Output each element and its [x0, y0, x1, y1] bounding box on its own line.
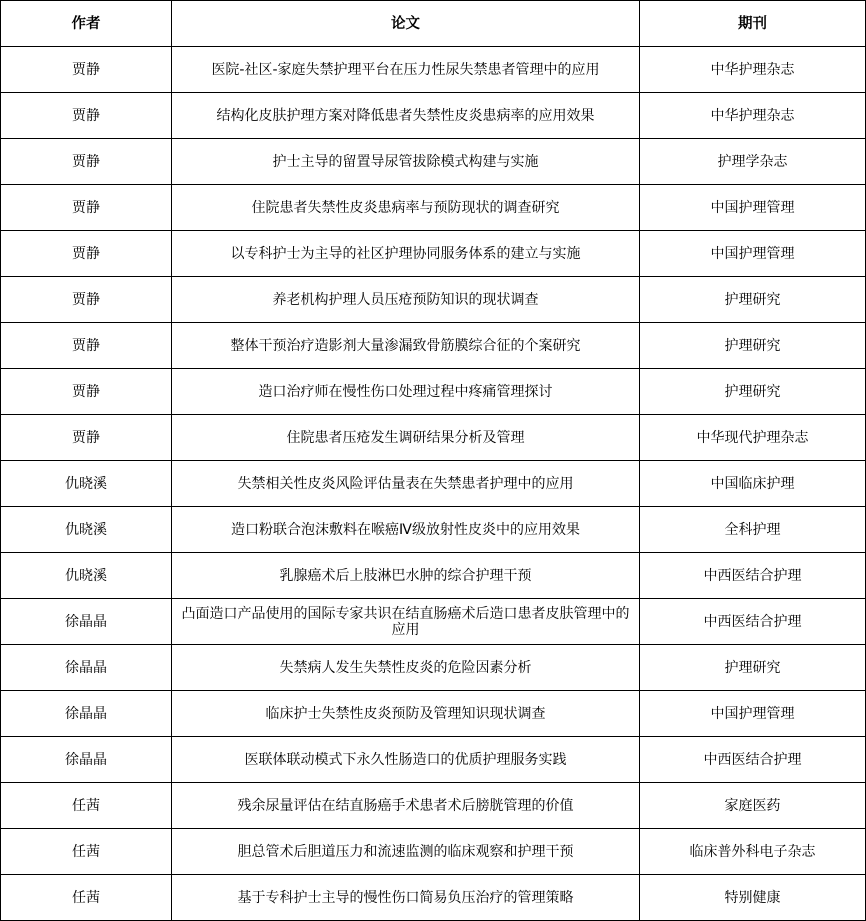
author-cell: 仇晓溪	[1, 461, 172, 507]
table-row	[1, 645, 866, 691]
author-cell: 贾静	[1, 415, 172, 461]
author-cell: 贾静	[1, 323, 172, 369]
table-row	[1, 783, 866, 829]
paper-title-cell: 凸面造口产品使用的国际专家共识在结直肠癌术后造口患者皮肤管理中的应用	[172, 599, 640, 645]
journal-cell: 中国护理管理	[640, 691, 866, 737]
paper-title-cell: 临床护士失禁性皮炎预防及管理知识现状调查	[172, 691, 640, 737]
author-cell: 贾静	[1, 277, 172, 323]
paper-title-cell: 医院-社区-家庭失禁护理平台在压力性尿失禁患者管理中的应用	[172, 47, 640, 93]
journal-cell: 护理研究	[640, 323, 866, 369]
paper-title-cell: 住院患者压疮发生调研结果分析及管理	[172, 415, 640, 461]
paper-title-cell: 失禁病人发生失禁性皮炎的危险因素分析	[172, 645, 640, 691]
journal-cell: 中国临床护理	[640, 461, 866, 507]
author-cell: 贾静	[1, 47, 172, 93]
journal-cell: 全科护理	[640, 507, 866, 553]
author-cell: 徐晶晶	[1, 645, 172, 691]
table-row	[1, 875, 866, 921]
journal-cell: 家庭医药	[640, 783, 866, 829]
journal-cell: 临床普外科电子杂志	[640, 829, 866, 875]
journal-cell: 护理研究	[640, 277, 866, 323]
author-cell: 任茜	[1, 783, 172, 829]
paper-title-cell: 残余尿量评估在结直肠癌手术患者术后膀胱管理的价值	[172, 783, 640, 829]
header-author: 作者	[1, 1, 172, 47]
paper-title-cell: 护士主导的留置导尿管拔除模式构建与实施	[172, 139, 640, 185]
author-cell: 贾静	[1, 369, 172, 415]
table-row	[1, 415, 866, 461]
paper-title-cell: 整体干预治疗造影剂大量渗漏致骨筋膜综合征的个案研究	[172, 323, 640, 369]
author-cell: 任茜	[1, 829, 172, 875]
author-cell: 仇晓溪	[1, 507, 172, 553]
author-cell: 仇晓溪	[1, 553, 172, 599]
table-body	[1, 47, 866, 921]
journal-cell: 中西医结合护理	[640, 553, 866, 599]
author-cell: 徐晶晶	[1, 691, 172, 737]
journal-cell: 中西医结合护理	[640, 737, 866, 783]
author-cell: 徐晶晶	[1, 737, 172, 783]
table-row	[1, 323, 866, 369]
paper-title-cell: 造口治疗师在慢性伤口处理过程中疼痛管理探讨	[172, 369, 640, 415]
journal-cell: 护理研究	[640, 645, 866, 691]
journal-cell: 中华现代护理杂志	[640, 415, 866, 461]
journal-cell: 中国护理管理	[640, 185, 866, 231]
author-cell: 贾静	[1, 185, 172, 231]
table-row	[1, 737, 866, 783]
journal-cell: 中国护理管理	[640, 231, 866, 277]
paper-title-cell: 养老机构护理人员压疮预防知识的现状调查	[172, 277, 640, 323]
table-row	[1, 461, 866, 507]
journal-cell: 护理研究	[640, 369, 866, 415]
paper-title-cell: 基于专科护士主导的慢性伤口简易负压治疗的管理策略	[172, 875, 640, 921]
table-row	[1, 139, 866, 185]
header-row	[1, 1, 866, 47]
table-row	[1, 231, 866, 277]
header-paper: 论文	[172, 1, 640, 47]
journal-cell: 中西医结合护理	[640, 599, 866, 645]
paper-title-cell: 失禁相关性皮炎风险评估量表在失禁患者护理中的应用	[172, 461, 640, 507]
author-cell: 贾静	[1, 139, 172, 185]
table-row	[1, 599, 866, 645]
paper-title-cell: 结构化皮肤护理方案对降低患者失禁性皮炎患病率的应用效果	[172, 93, 640, 139]
author-cell: 徐晶晶	[1, 599, 172, 645]
table-row	[1, 829, 866, 875]
author-cell: 任茜	[1, 875, 172, 921]
table-row	[1, 369, 866, 415]
table-row	[1, 691, 866, 737]
author-cell: 贾静	[1, 231, 172, 277]
journal-cell: 特别健康	[640, 875, 866, 921]
journal-cell: 中华护理杂志	[640, 47, 866, 93]
table-row	[1, 93, 866, 139]
table-row	[1, 47, 866, 93]
table-row	[1, 507, 866, 553]
paper-title-cell: 住院患者失禁性皮炎患病率与预防现状的调查研究	[172, 185, 640, 231]
author-cell: 贾静	[1, 93, 172, 139]
paper-title-cell: 乳腺癌术后上肢淋巴水肿的综合护理干预	[172, 553, 640, 599]
paper-title-cell: 医联体联动模式下永久性肠造口的优质护理服务实践	[172, 737, 640, 783]
header-journal: 期刊	[640, 1, 866, 47]
paper-title-cell: 胆总管术后胆道压力和流速监测的临床观察和护理干预	[172, 829, 640, 875]
journal-cell: 护理学杂志	[640, 139, 866, 185]
table-row	[1, 277, 866, 323]
paper-title-cell: 以专科护士为主导的社区护理协同服务体系的建立与实施	[172, 231, 640, 277]
table-row	[1, 185, 866, 231]
journal-cell: 中华护理杂志	[640, 93, 866, 139]
paper-title-cell: 造口粉联合泡沫敷料在喉癌Ⅳ级放射性皮炎中的应用效果	[172, 507, 640, 553]
table-header	[1, 1, 866, 47]
table-row	[1, 553, 866, 599]
